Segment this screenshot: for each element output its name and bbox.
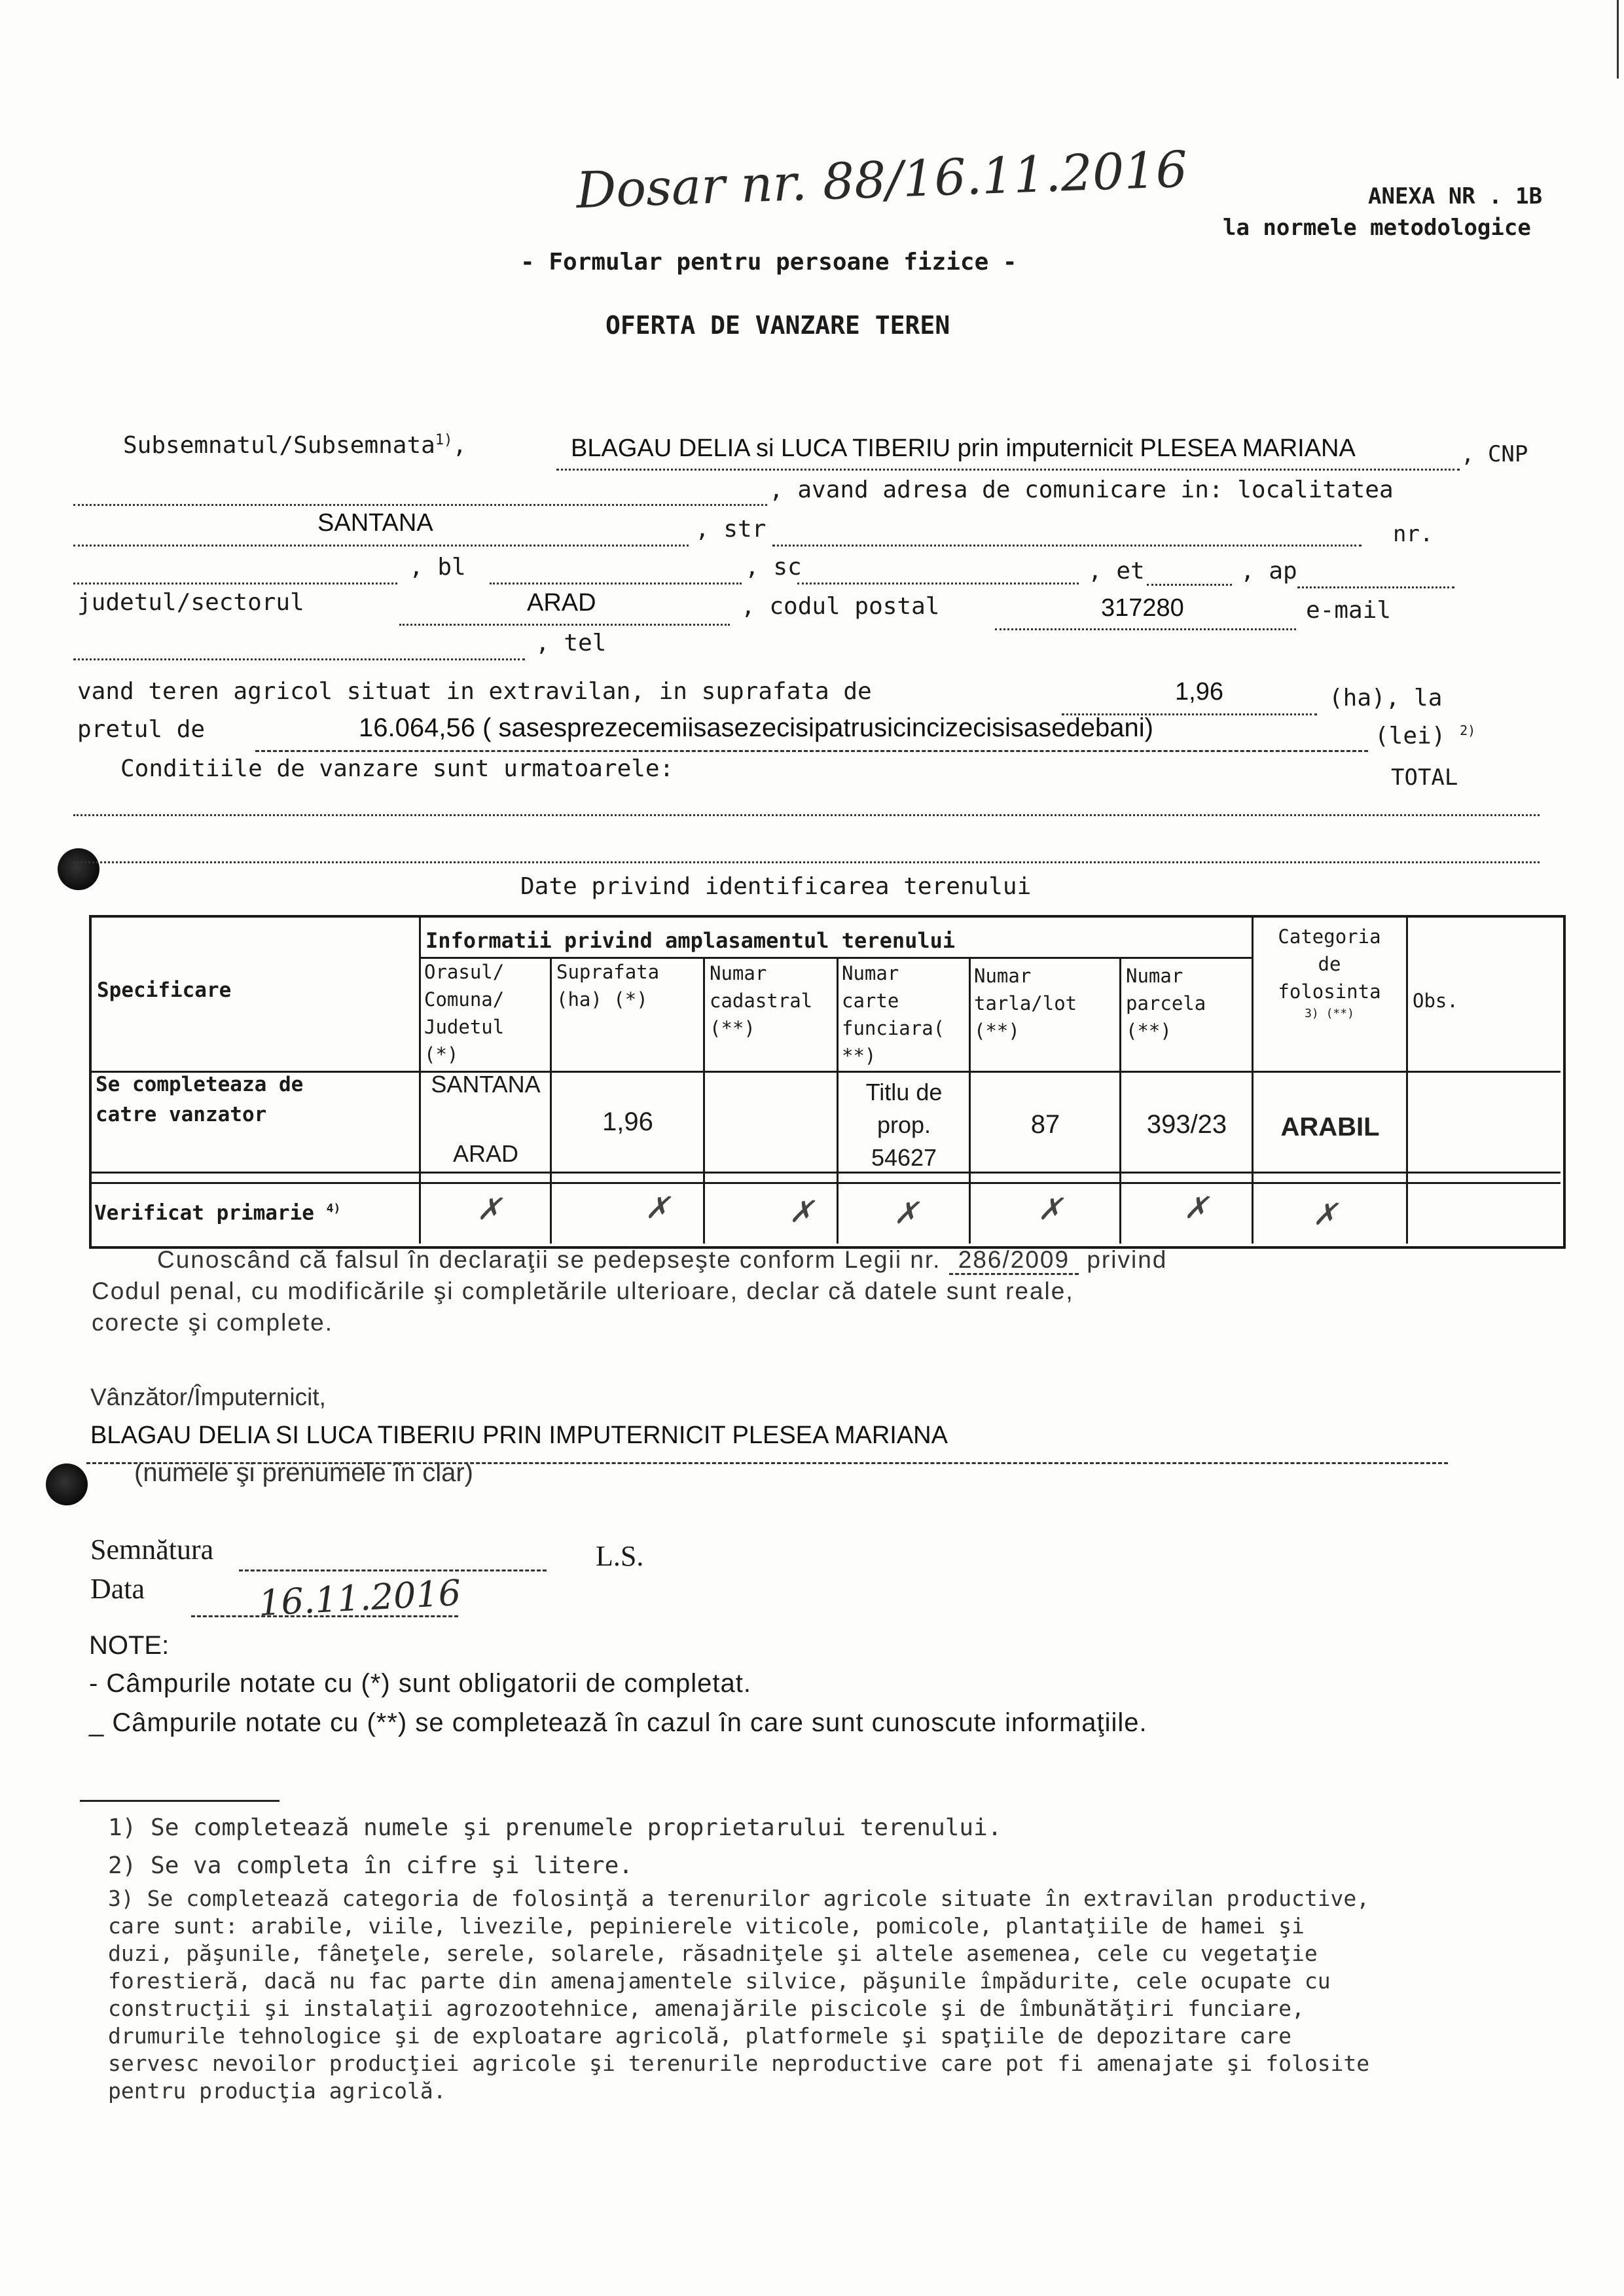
law-number: 286/2009	[949, 1246, 1079, 1275]
signature-label: Semnătura	[90, 1534, 214, 1566]
postal-code-label: , codul postal	[741, 593, 940, 620]
footnote-3: 3) Se completează categoria de folosinţă a terenurilor agricole situate în extravilan productive, care sunt: arabile, viile, livezile, pepinierele viticole, pomicole, plantaţiile de hamei şi duzi, păşunile, fâneţele, serele, solarele, răsadniţele şi altele asemenea, cele cu vegetaţie forestieră, dacă nu fac parte din amenajamentele silvice, păşunile împădurite, cele ocupate cu construcţii şi instalaţii agrozootehnice, amenajările piscicole şi de îmbunătăţiri funciare, drumurile tehnologice şi de exploatare agricolă, platformele şi spaţiile de depozitare care servesc nevoilor producţiei agricole şi terenurile neproductive care pot fi amenajate şi folosite pentru producţia agricolă.	[108, 1886, 1370, 2104]
surface-value[interactable]: 1,96	[1175, 678, 1223, 706]
footnote-ref-2: 2)	[1460, 723, 1476, 738]
primarie-mark-tarla: ✗	[1038, 1191, 1063, 1227]
right-edge-line	[1617, 0, 1619, 79]
anexa-number: ANEXA NR . 1B	[1368, 183, 1543, 209]
note-2: _ Câmpurile notate cu (**) se completează în cazul în care sunt cunoscute informaţiile.	[89, 1708, 1147, 1737]
row-primarie-label: Verificat primarie $^{4)}$	[94, 1201, 341, 1225]
postal-code-value[interactable]: 317280	[1101, 594, 1184, 622]
col-parcela-header: Numar parcela (**)	[1126, 965, 1206, 1042]
county-label: judetul/sectorul	[77, 589, 304, 616]
subsemnatul-label: Subsemnatul/Subsemnata$^{1)}$,	[123, 432, 467, 459]
number-line	[73, 583, 397, 584]
street-label: , str	[695, 516, 767, 543]
price-value[interactable]: 16.064,56 ( sasesprezecemiisasezecisipatrusicincizecisisasedebani)	[359, 713, 1153, 742]
seal-label: L.S.	[596, 1540, 644, 1572]
signatory-label: Vânzător/Împuternicit,	[90, 1384, 326, 1410]
cell-categoria-value[interactable]: ARABIL	[1280, 1113, 1380, 1141]
primarie-mark-oras: ✗	[477, 1191, 502, 1227]
locality-value[interactable]: SANTANA	[317, 509, 433, 537]
col-carte-header: Numar carte funciara( **)	[842, 962, 945, 1067]
date-label: Data	[90, 1573, 145, 1605]
locality-line	[73, 545, 689, 547]
signatory-hint: (numele şi prenumele în clar)	[134, 1458, 473, 1487]
cell-oras-value[interactable]: SANTANA	[431, 1071, 541, 1098]
conditions-line-2	[73, 861, 1540, 863]
lei-label: (lei) $^{2)}$	[1375, 723, 1476, 749]
footnote-separator	[80, 1800, 280, 1802]
col-categoria-header: Categoria de folosinta 3) (**)	[1278, 925, 1381, 1020]
block-line	[490, 583, 742, 584]
footnote-1: 1) Se completează numele şi prenumele proprietarului terenului.	[108, 1814, 1002, 1841]
apartment-label: , ap	[1240, 558, 1297, 584]
punch-hole-bottom	[46, 1463, 88, 1505]
primarie-mark-suprafata: ✗	[645, 1190, 670, 1225]
punch-hole-top	[58, 848, 99, 890]
apartment-line	[1297, 586, 1454, 588]
footnote-ref-1: 1)	[435, 432, 453, 448]
hectare-label: (ha), la	[1329, 685, 1443, 711]
col-suprafata-header: Suprafata (ha) (*)	[556, 961, 660, 1011]
page-title: OFERTA DE VANZARE TEREN	[605, 311, 950, 340]
primarie-mark-parcela: ✗	[1183, 1190, 1209, 1225]
postal-code-line	[995, 628, 1296, 630]
col-cadastral-header: Numar cadastral (**)	[710, 962, 813, 1039]
owner-name-value[interactable]: BLAGAU DELIA si LUCA TIBERIU prin imputernicit PLESEA MARIANA	[571, 435, 1356, 462]
footnote-ref-4: 4)	[326, 1202, 341, 1215]
number-label: nr.	[1393, 521, 1434, 547]
table-caption: Date privind identificarea terenului	[520, 873, 1032, 900]
price-line	[255, 750, 1368, 752]
col-oras-header: Orasul/ Comuna/ Judetul (*)	[424, 961, 505, 1066]
cnp-label: , CNP	[1461, 441, 1528, 467]
cnp-value-line	[73, 504, 767, 506]
row-vanzator-label: Se completeaza de catre vanzator	[96, 1073, 304, 1126]
signature-line	[239, 1570, 547, 1571]
declaration-line-1: Cunoscând că falsul în declaraţii se pedepseşte conform Legii nr. 286/2009 privind	[157, 1246, 1167, 1274]
county-line	[399, 624, 730, 626]
note-1: - Câmpurile notate cu (*) sunt obligatorii de completat.	[89, 1669, 752, 1698]
col-obs-header: Obs.	[1413, 990, 1458, 1012]
stair-line	[797, 583, 1079, 584]
cell-judet-value[interactable]: ARAD	[452, 1140, 519, 1167]
floor-label: , et	[1088, 558, 1145, 584]
street-line	[772, 545, 1362, 547]
location-group-header: Informatii privind amplasamentul terenului	[425, 928, 956, 953]
signatory-name-value[interactable]: BLAGAU DELIA SI LUCA TIBERIU PRIN IMPUTERNICIT PLESEA MARIANA	[90, 1422, 948, 1449]
email-line	[73, 658, 525, 660]
address-label: , avand adresa de comunicare in: localitatea	[769, 476, 1394, 503]
block-label: , bl	[409, 554, 466, 581]
cell-tarla-value[interactable]: 87	[1030, 1110, 1060, 1139]
specificare-header: Specificare	[97, 978, 232, 1002]
owner-name-line	[556, 469, 1460, 471]
email-label: e-mail	[1306, 597, 1392, 624]
floor-line	[1147, 584, 1232, 586]
stair-label: , sc	[745, 554, 802, 581]
primarie-mark-categoria: ✗	[1312, 1196, 1338, 1232]
offer-label: vand teren agricol situat in extravilan, in suprafata de	[77, 678, 872, 705]
conditions-line-1	[73, 814, 1540, 816]
declaration-line-2: Codul penal, cu modificările şi completările ulterioare, declar că datele sunt reale,	[92, 1278, 1074, 1304]
handwritten-file-number: Dosar nr. 88/16.11.2016	[575, 139, 1189, 220]
cell-suprafata-value[interactable]: 1,96	[602, 1107, 653, 1136]
cell-parcela-value[interactable]: 393/23	[1146, 1110, 1227, 1139]
col-tarla-header: Numar tarla/lot (**)	[974, 965, 1077, 1042]
primarie-mark-cadastral: ✗	[789, 1194, 814, 1229]
anexa-subtitle: la normele metodologice	[1223, 215, 1531, 241]
notes-title: NOTE:	[89, 1631, 170, 1660]
footnote-2: 2) Se va completa în cifre şi litere.	[108, 1852, 633, 1879]
total-label: TOTAL	[1391, 764, 1458, 791]
form-type: - Formular pentru persoane fizice -	[520, 249, 1017, 276]
primarie-mark-carte: ✗	[893, 1195, 919, 1230]
date-value[interactable]: 16.11.2016	[257, 1571, 462, 1624]
date-line	[191, 1615, 458, 1617]
phone-label: , tel	[535, 630, 607, 656]
county-value[interactable]: ARAD	[527, 589, 596, 617]
cell-carte-value[interactable]: Titlu de prop. 54627	[865, 1079, 943, 1171]
declaration-line-3: corecte şi complete.	[92, 1309, 334, 1336]
price-label: pretul de	[77, 716, 206, 743]
conditions-label: Conditiile de vanzare sunt urmatoarele:	[120, 755, 674, 782]
